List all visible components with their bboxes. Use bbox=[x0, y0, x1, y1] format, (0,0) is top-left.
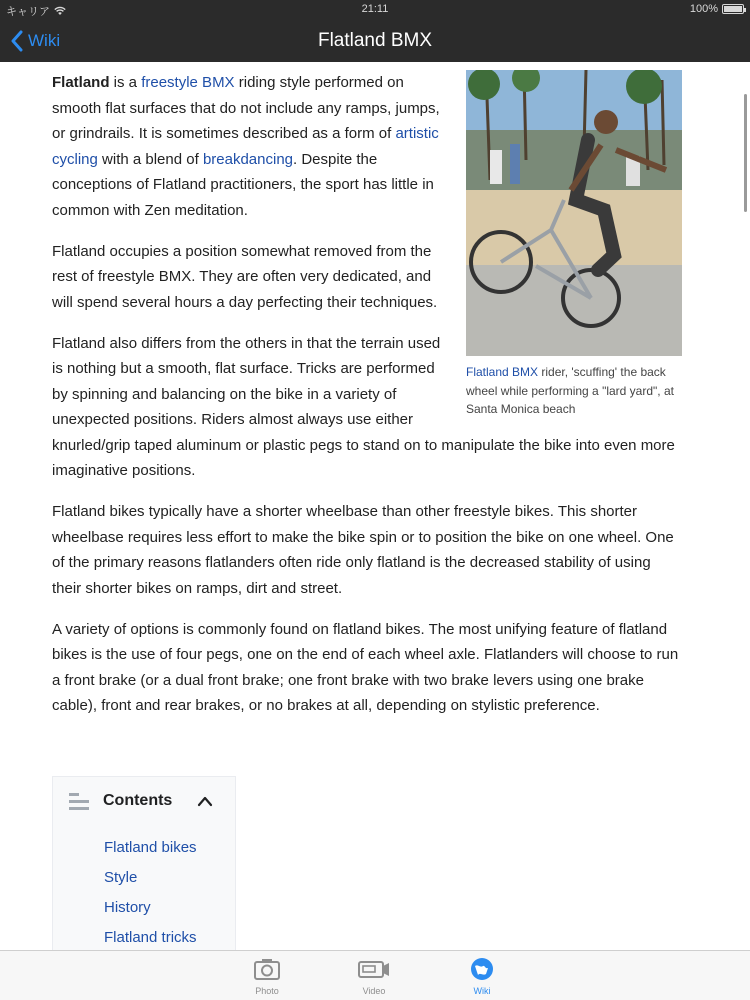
camera-icon bbox=[253, 957, 281, 981]
battery-icon bbox=[722, 4, 744, 14]
bmx-rider-photo[interactable] bbox=[466, 70, 682, 356]
page-title: Flatland BMX bbox=[317, 30, 433, 51]
text-run: . Despite the conceptions of Flatland practitioners, the sport has little in common with Zen meditation. bbox=[52, 150, 434, 219]
back-button-label: Wiki bbox=[28, 31, 61, 50]
link-breakdancing[interactable]: breakdancing bbox=[202, 150, 294, 168]
toc-list bbox=[104, 833, 197, 950]
toc-header bbox=[69, 791, 172, 811]
tab-wiki-label: Wiki bbox=[473, 986, 491, 996]
article-webview[interactable] bbox=[0, 62, 750, 950]
figure-caption bbox=[466, 356, 692, 419]
toc-item-flatland-bikes[interactable]: Flatland bikes bbox=[104, 839, 197, 856]
link-freestyle-bmx[interactable]: freestyle BMX bbox=[141, 74, 235, 91]
carrier-label: キャリア bbox=[6, 6, 50, 18]
status-time: 21:11 bbox=[361, 3, 389, 15]
paragraph: Flatland bikes typically have a shorter wheelbase than other freestyle bikes. This shorter wheelbase requires less effort to make the bike spin or to position the bike on one wheel. One of the primary reasons flatlanders often ride only flatland is the decreased stability of using their shorter bikes on ramps, dirt and street. bbox=[52, 503, 674, 597]
caption-text: rider, 'scuffing' the back wheel while performing a "lard yard", at Santa Monica beach bbox=[466, 365, 674, 416]
navigation-bar bbox=[0, 20, 750, 62]
tab-bar bbox=[0, 950, 750, 1000]
toc-title: Contents bbox=[103, 792, 173, 809]
tab-wiki[interactable] bbox=[452, 955, 512, 999]
table-of-contents bbox=[52, 776, 236, 950]
article-figure bbox=[466, 70, 692, 419]
term-flatland: Flatland bbox=[52, 74, 110, 91]
scroll-indicator bbox=[744, 94, 747, 212]
tab-photo[interactable] bbox=[237, 955, 297, 999]
tab-video[interactable] bbox=[344, 955, 404, 999]
paragraph: A variety of options is commonly found on flatland bikes. The most unifying feature of flatland bikes is the use of four pegs, one on the end of each wheel axle. Flatlanders will choose to run a front brake (or a dual front brake; one front brake with two brake levers using one brake cable), front and rear brakes, or no brakes at all, depending on stylistic preference. bbox=[52, 620, 679, 714]
paragraph: Flatland also differs from the others in that the terrain used is nothing but a smooth, flat surface. Tricks are performed by spinning and balancing on the bike in a variety of unexpected positions. Riders almost always use either knurled/grip taped aluminum or plastic pegs to stand on to manipulate the bike into even more imaginative positions. bbox=[52, 334, 675, 479]
article-body bbox=[52, 70, 682, 734]
tab-video-label: Video bbox=[362, 986, 386, 996]
battery-status bbox=[690, 3, 744, 15]
text-run: is a bbox=[109, 74, 142, 91]
chevron-up-icon[interactable] bbox=[197, 795, 213, 807]
list-icon bbox=[69, 791, 91, 811]
text-run: with a blend of bbox=[97, 150, 203, 168]
text-run: riding style performed on smooth flat surfaces that do not include any ramps, jumps, or grindrails. It is sometimes described as a form of bbox=[52, 74, 440, 142]
toc-item-flatland-tricks[interactable]: Flatland tricks bbox=[104, 929, 197, 946]
toc-item-history[interactable]: History bbox=[104, 899, 151, 916]
video-camera-icon bbox=[357, 957, 391, 981]
link-artistic-cycling[interactable]: artistic cycling bbox=[52, 125, 439, 168]
battery-percent: 100% bbox=[689, 3, 718, 15]
tab-photo-label: Photo bbox=[255, 986, 279, 996]
wiki-globe-icon bbox=[470, 957, 494, 981]
paragraph: Flatland occupies a position somewhat removed from the rest of freestyle BMX. They are often very dedicated, and will spend several hours a day perfecting their techniques. bbox=[52, 242, 438, 311]
status-bar bbox=[0, 0, 750, 20]
toc-item-style[interactable]: Style bbox=[104, 869, 138, 886]
caption-link[interactable]: Flatland BMX bbox=[466, 365, 539, 379]
